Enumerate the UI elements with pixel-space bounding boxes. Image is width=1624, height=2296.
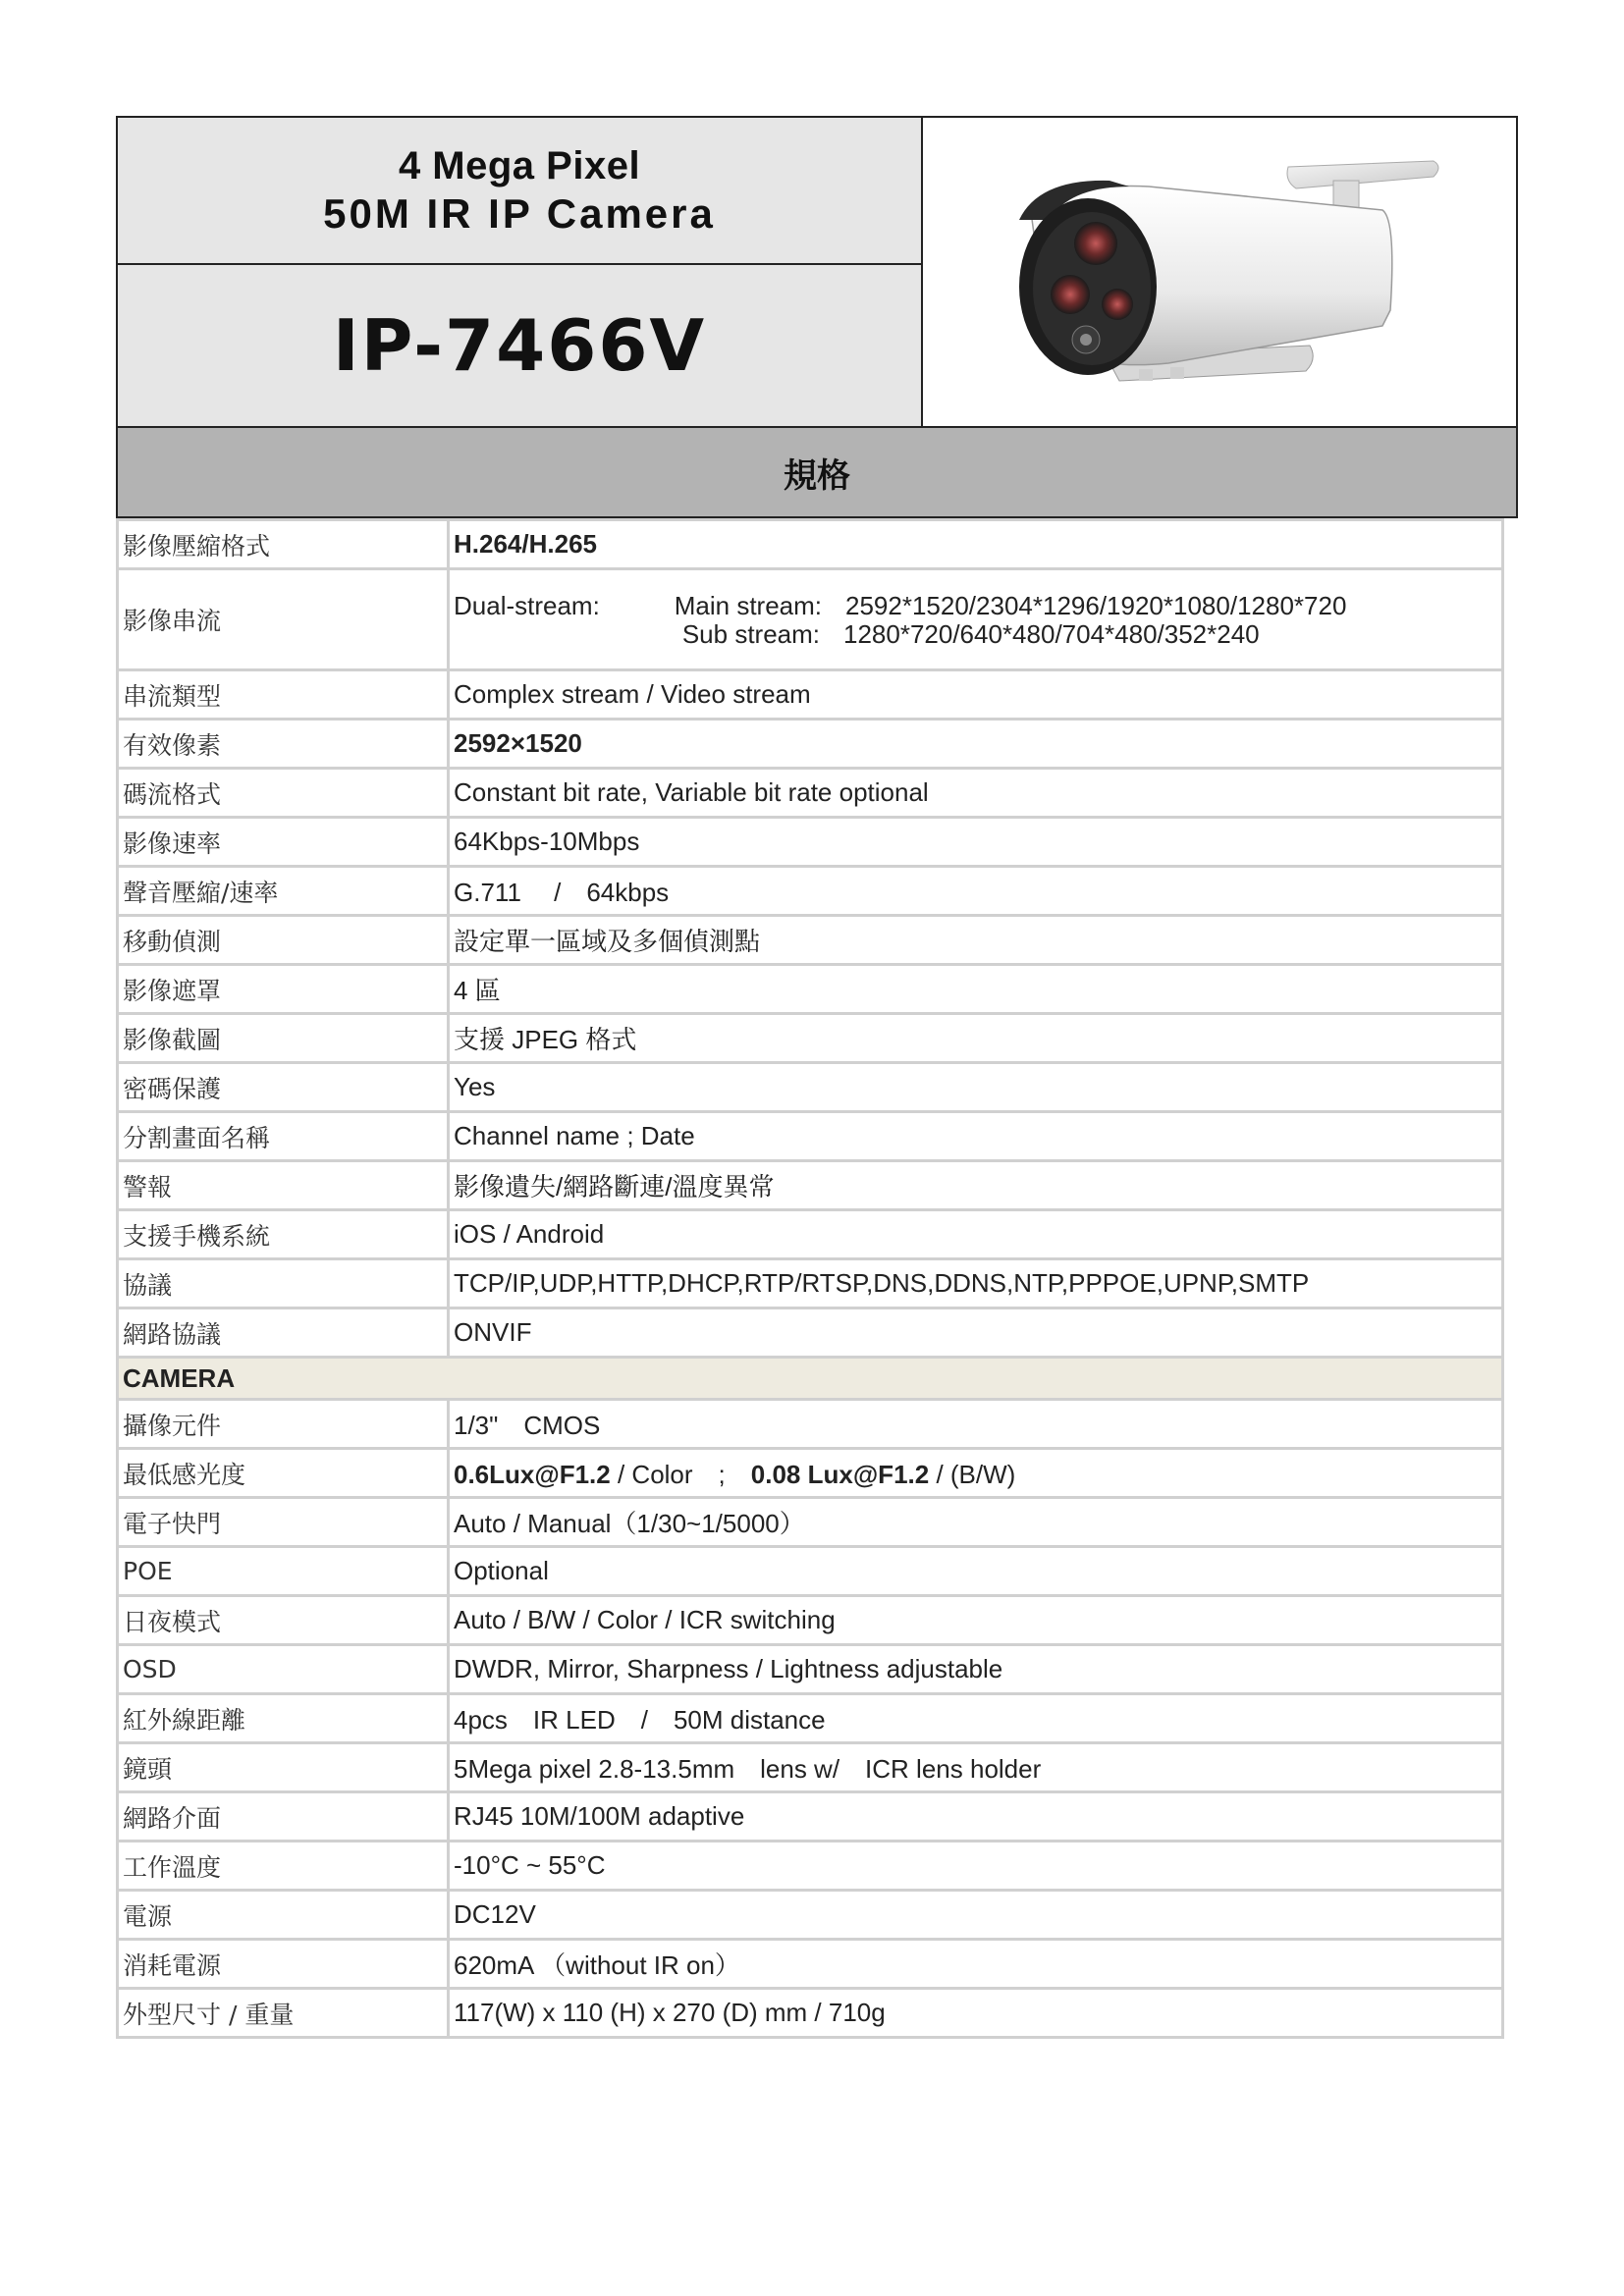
spec-value <box>449 569 1503 670</box>
table-row <box>118 769 1503 818</box>
table-row <box>118 965 1503 1014</box>
table-row <box>118 520 1503 569</box>
table-row <box>118 1547 1503 1596</box>
sub-stream-value: 1280*720/640*480/704*480/352*240 <box>843 619 1260 649</box>
table-row <box>118 1645 1503 1694</box>
lux-bw-suffix: / (B/W) <box>929 1460 1016 1489</box>
spec-label: 分割畫面名稱 <box>118 1112 449 1161</box>
spec-label: 外型尺寸 / 重量 <box>118 1989 449 2038</box>
spec-label: 網路介面 <box>118 1792 449 1842</box>
spec-value: RJ45 10M/100M adaptive <box>449 1792 1503 1842</box>
spec-value: Constant bit rate, Variable bit rate optional <box>449 769 1503 818</box>
model-number: IP-7466V <box>332 304 707 387</box>
spec-value: -10°C ~ 55°C <box>449 1842 1503 1891</box>
spec-value: iOS / Android <box>449 1210 1503 1259</box>
table-row <box>118 867 1503 916</box>
table-row <box>118 1498 1503 1547</box>
spec-value: 設定單一區域及多個偵測點 <box>449 916 1503 965</box>
table-row <box>118 1940 1503 1989</box>
spec-value: 4 區 <box>449 965 1503 1014</box>
spec-value: Optional <box>449 1547 1503 1596</box>
spec-label: 警報 <box>118 1161 449 1210</box>
spec-label: 聲音壓縮/速率 <box>118 867 449 916</box>
spec-label: 影像串流 <box>118 569 449 670</box>
spec-value: 117(W) x 110 (H) x 270 (D) mm / 710g <box>449 1989 1503 2038</box>
spec-label: 支援手機系統 <box>118 1210 449 1259</box>
product-image-cell <box>923 118 1516 426</box>
bullet-camera-icon <box>923 118 1518 426</box>
spec-label: OSD <box>118 1645 449 1694</box>
spec-value: H.264/H.265 <box>449 520 1503 569</box>
spec-label: 紅外線距離 <box>118 1694 449 1743</box>
spec-value: Yes <box>449 1063 1503 1112</box>
spec-value: 影像遺失/網路斷連/溫度異常 <box>449 1161 1503 1210</box>
spec-value <box>449 1449 1503 1498</box>
product-title <box>118 118 921 265</box>
lux-color-suffix: / Color ; <box>610 1460 751 1489</box>
table-row <box>118 1842 1503 1891</box>
spec-label: 影像遮罩 <box>118 965 449 1014</box>
table-row <box>118 818 1503 867</box>
table-row <box>118 670 1503 720</box>
table-row <box>118 1014 1503 1063</box>
spec-label: 碼流格式 <box>118 769 449 818</box>
spec-banner: 規格 <box>116 428 1518 518</box>
spec-value: ONVIF <box>449 1308 1503 1358</box>
table-row <box>118 916 1503 965</box>
table-row <box>118 1259 1503 1308</box>
spec-label: 移動偵測 <box>118 916 449 965</box>
spec-label: 有效像素 <box>118 720 449 769</box>
camera-section-heading <box>118 1358 1503 1400</box>
spec-value: Auto / B/W / Color / ICR switching <box>449 1596 1503 1645</box>
spec-value: DWDR, Mirror, Sharpness / Lightness adjustable <box>449 1645 1503 1694</box>
main-stream-line <box>655 592 1497 620</box>
spec-label: 電源 <box>118 1891 449 1940</box>
spec-value: 1/3" CMOS <box>449 1400 1503 1449</box>
table-row <box>118 1210 1503 1259</box>
spec-label: 消耗電源 <box>118 1940 449 1989</box>
title-line-1: 4 Mega Pixel <box>398 144 641 187</box>
table-row <box>118 720 1503 769</box>
spec-value: 64Kbps-10Mbps <box>449 818 1503 867</box>
spec-value: TCP/IP,UDP,HTTP,DHCP,RTP/RTSP,DNS,DDNS,NTP,PPPOE,UPNP,SMTP <box>449 1259 1503 1308</box>
spec-label: 密碼保護 <box>118 1063 449 1112</box>
product-header <box>116 116 1518 428</box>
sub-stream-line <box>655 620 1497 649</box>
table-row <box>118 1449 1503 1498</box>
table-row <box>118 1989 1503 2038</box>
spec-label: 串流類型 <box>118 670 449 720</box>
stream-prefix: Dual-stream: <box>454 591 600 620</box>
spec-label: POE <box>118 1547 449 1596</box>
spec-label: 影像壓縮格式 <box>118 520 449 569</box>
main-stream-value: 2592*1520/2304*1296/1920*1080/1280*720 <box>845 591 1347 620</box>
table-row <box>118 1400 1503 1449</box>
spec-label: 最低感光度 <box>118 1449 449 1498</box>
main-stream-name: Main stream: <box>674 591 822 620</box>
spec-value: Channel name ; Date <box>449 1112 1503 1161</box>
table-row <box>118 1596 1503 1645</box>
spec-value: 4pcs IR LED / 50M distance <box>449 1694 1503 1743</box>
spec-label: 網路協議 <box>118 1308 449 1358</box>
table-row <box>118 1308 1503 1358</box>
spec-label: 鏡頭 <box>118 1743 449 1792</box>
spec-label: 工作溫度 <box>118 1842 449 1891</box>
spec-value: Complex stream / Video stream <box>449 670 1503 720</box>
spec-value: G.711 / 64kbps <box>449 867 1503 916</box>
table-row <box>118 1891 1503 1940</box>
table-row <box>118 1694 1503 1743</box>
lux-bw-value: 0.08 Lux@F1.2 <box>750 1460 930 1489</box>
title-line-2: 50M IR IP Camera <box>323 190 716 237</box>
table-row <box>118 1161 1503 1210</box>
spec-label: 日夜模式 <box>118 1596 449 1645</box>
stream-info <box>454 590 1497 649</box>
section-heading-text: CAMERA <box>118 1358 1503 1400</box>
lux-color-value: 0.6Lux@F1.2 <box>454 1460 611 1489</box>
header-title-column <box>118 118 923 426</box>
spec-label: 影像速率 <box>118 818 449 867</box>
spec-value: DC12V <box>449 1891 1503 1940</box>
table-row <box>118 1063 1503 1112</box>
table-row <box>118 569 1503 670</box>
spec-table <box>116 518 1504 2039</box>
spec-label: 電子快門 <box>118 1498 449 1547</box>
spec-value: Auto / Manual（1/30~1/5000） <box>449 1498 1503 1547</box>
spec-label: 影像截圖 <box>118 1014 449 1063</box>
spec-value: 支援 JPEG 格式 <box>449 1014 1503 1063</box>
stream-lines <box>655 592 1497 649</box>
spec-label: 攝像元件 <box>118 1400 449 1449</box>
sub-stream-name: Sub stream: <box>681 619 820 649</box>
spec-value: 620mA （without IR on） <box>449 1940 1503 1989</box>
table-row <box>118 1792 1503 1842</box>
spec-value: 5Mega pixel 2.8-13.5mm lens w/ ICR lens holder <box>449 1743 1503 1792</box>
spec-value: 2592×1520 <box>449 720 1503 769</box>
table-row <box>118 1743 1503 1792</box>
table-row <box>118 1112 1503 1161</box>
spec-label: 協議 <box>118 1259 449 1308</box>
